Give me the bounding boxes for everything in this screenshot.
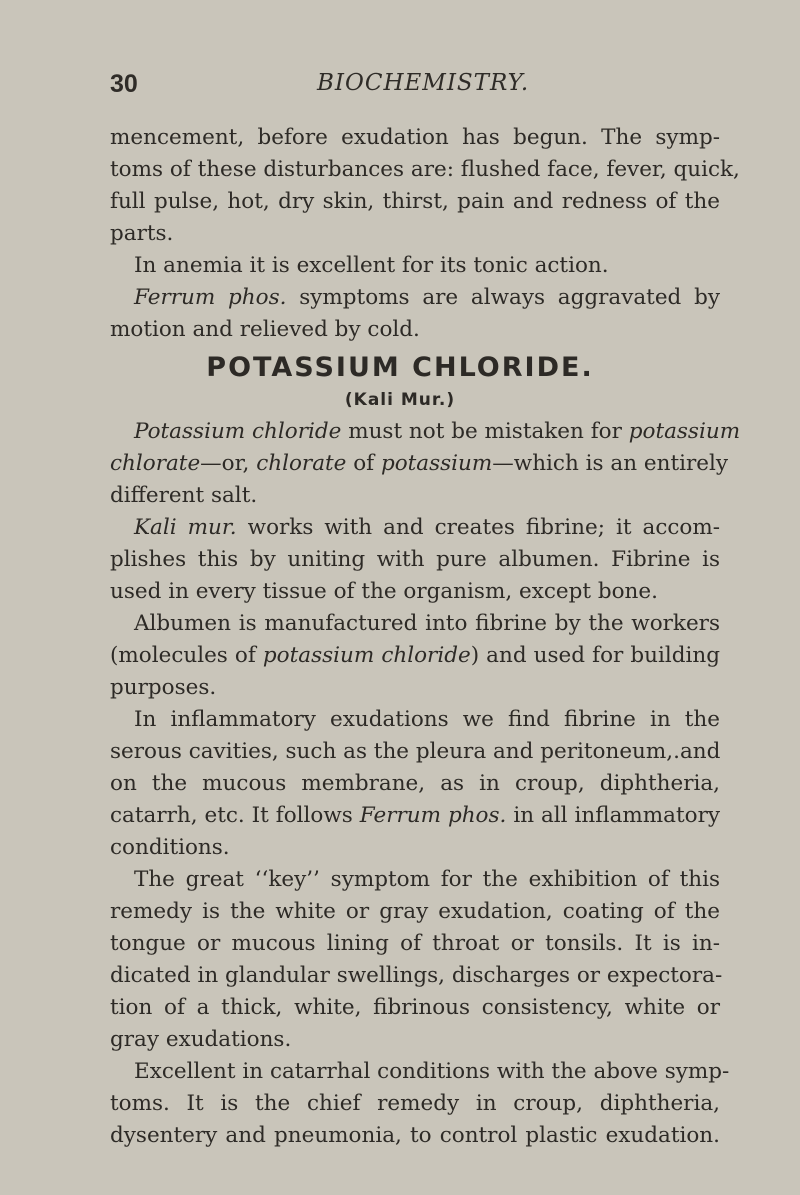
section-subheading: (Kali Mur.) [344,390,456,410]
body-line: conditions. [110,835,230,860]
body-line: full pulse, hot, dry skin, thirst, pain and redness of the [110,189,720,214]
body-line: different salt. [110,483,258,508]
body-line: Potassium chloride must not be mistaken for potassium [134,419,741,444]
body-line: Ferrum phos. symptoms are always aggravated by [134,285,720,310]
body-line: dysentery and pneumonia, to control plastic exudation. [110,1123,720,1148]
body-line: plishes this by uniting with pure albumen. Fibrine is [110,547,720,572]
body-line: on the mucous membrane, as in croup, diphtheria, [110,771,720,796]
body-line: catarrh, etc. It follows Ferrum phos. in all inflammatory [110,803,720,828]
body-line: In anemia it is excellent for its tonic action. [134,253,609,278]
page-number: 30 [110,70,138,98]
body-line: gray exudations. [110,1027,292,1052]
body-line: The great ‘‘key’’ symptom for the exhibition of this [134,867,720,892]
body-line: dicated in glandular swellings, discharges or expectora- [110,963,723,988]
body-line: (molecules of potassium chloride) and used for building [110,643,720,668]
body-line: remedy is the white or gray exudation, coating of the [110,899,720,924]
page-header [110,70,720,110]
body-line: purposes. [110,675,217,700]
body-line: toms of these disturbances are: flushed face, fever, quick, [110,157,740,182]
body-line: Excellent in catarrhal conditions with the above symp- [134,1059,730,1084]
body-line: tongue or mucous lining of throat or tonsils. It is in- [110,931,720,956]
body-line: toms. It is the chief remedy in croup, diphtheria, [110,1091,720,1116]
body-line: motion and relieved by cold. [110,317,420,342]
body-line: parts. [110,221,174,246]
body-line: serous cavities, such as the pleura and peritoneum,.and [110,739,721,764]
running-head: BIOCHEMISTRY. [317,70,530,96]
section-heading: POTASSIUM CHLORIDE. [206,352,594,383]
body-line: chlorate—or, chlorate of potassium—which is an entirely [110,451,728,476]
body-line: Kali mur. works with and creates fibrine; it accom- [134,515,721,540]
body-line: mencement, before exudation has begun. The symp- [110,125,720,150]
body-line: tion of a thick, white, fibrinous consistency, white or [110,995,720,1020]
body-line: used in every tissue of the organism, except bone. [110,579,658,604]
italic-term: Ferrum phos. [134,285,287,310]
body-line: In inflammatory exudations we find fibrine in the [134,707,720,732]
body-line: Albumen is manufactured into fibrine by the workers [134,611,720,636]
